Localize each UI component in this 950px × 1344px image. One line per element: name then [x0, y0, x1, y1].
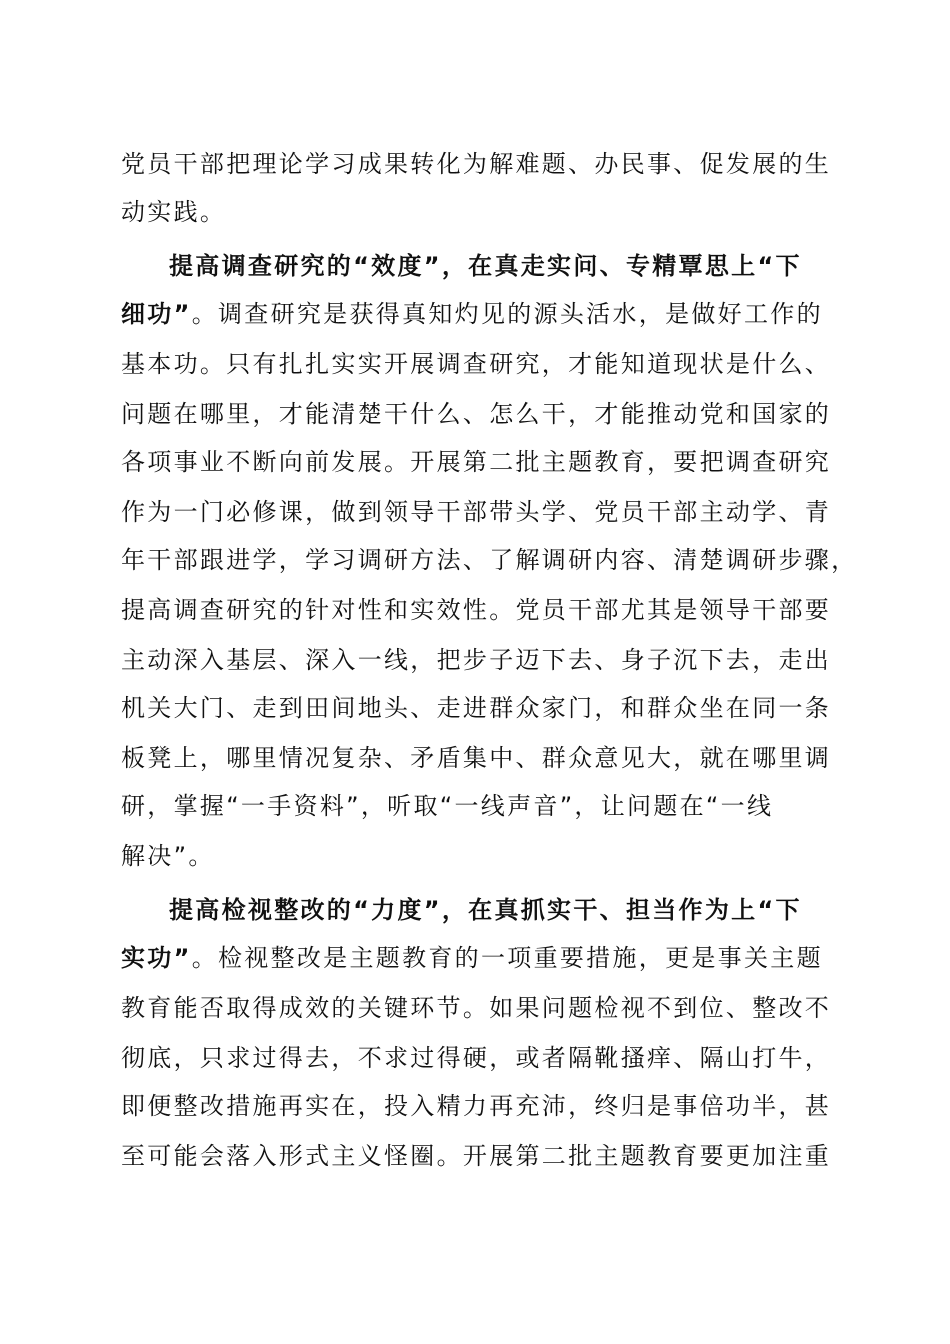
line-text: 作为一门必修课，做到领导干部带头学、党员干部主动学、青 [121, 498, 832, 526]
line-text: 党员干部把理论学习成果转化为解难题、办民事、促发展的生 [121, 150, 832, 178]
line-text: 板凳上，哪里情况复杂、矛盾集中、群众意见大，就在哪里调 [121, 744, 832, 772]
line-text: 研，掌握“一手资料”，听取“一线声音”，让问题在“一线 [121, 792, 774, 820]
text-line [121, 140, 831, 188]
line-text: 教育能否取得成效的关键环节。如果问题检视不到位、整改不 [121, 994, 832, 1022]
text-line [121, 1034, 831, 1082]
text-line [121, 586, 831, 634]
heading-text: 细功” [121, 300, 192, 328]
line-text: 年干部跟进学，学习调研方法、了解调研内容、清楚调研步骤， [121, 546, 858, 574]
text-line [121, 340, 831, 388]
text-line [121, 832, 831, 880]
text-line [121, 782, 831, 830]
text-line [121, 536, 858, 584]
line-text: 解决”。 [121, 842, 215, 870]
text-line [121, 684, 831, 732]
text-line [121, 438, 831, 486]
heading-text: 提高检视整改的“力度”，在真抓实干、担当作为上“下 [169, 896, 802, 924]
line-text: 基本功。只有扎扎实实开展调查研究，才能知道现状是什么、 [121, 350, 832, 378]
line-text: 即便整改措施再实在，投入精力再充沛，终归是事倍功半，甚 [121, 1092, 832, 1120]
line-text: 问题在哪里，才能清楚干什么、怎么干，才能推动党和国家的 [121, 400, 832, 428]
text-line [121, 1082, 831, 1130]
heading-text: 实功” [121, 944, 192, 972]
line-text: 。调查研究是获得真知灼见的源头活水，是做好工作的 [191, 300, 823, 328]
line-text: 至可能会落入形式主义怪圈。开展第二批主题教育要更加注重 [121, 1142, 832, 1170]
line-text: 提高调查研究的针对性和实效性。党员干部尤其是领导干部要 [121, 596, 832, 624]
text-line [121, 984, 831, 1032]
text-line [121, 734, 831, 782]
line-text: 机关大门、走到田间地头、走进群众家门，和群众坐在同一条 [121, 694, 832, 722]
section-heading-line [169, 886, 831, 934]
text-line [121, 290, 831, 338]
heading-text: 提高调查研究的“效度”，在真走实问、专精覃思上“下 [169, 252, 802, 280]
text-line [121, 934, 831, 982]
line-text: 主动深入基层、深入一线，把步子迈下去、身子沉下去，走出 [121, 646, 832, 674]
text-line [121, 188, 831, 236]
line-text: 。检视整改是主题教育的一项重要措施，更是事关主题 [191, 944, 823, 972]
line-text: 动实践。 [121, 198, 227, 226]
section-heading-line [169, 242, 831, 290]
text-line [121, 488, 831, 536]
text-line [121, 390, 831, 438]
text-line [121, 1132, 831, 1180]
text-line [121, 636, 831, 684]
line-text: 彻底，只求过得去，不求过得硬，或者隔靴搔痒、隔山打牛， [121, 1044, 832, 1072]
line-text: 各项事业不断向前发展。开展第二批主题教育，要把调查研究 [121, 448, 832, 476]
